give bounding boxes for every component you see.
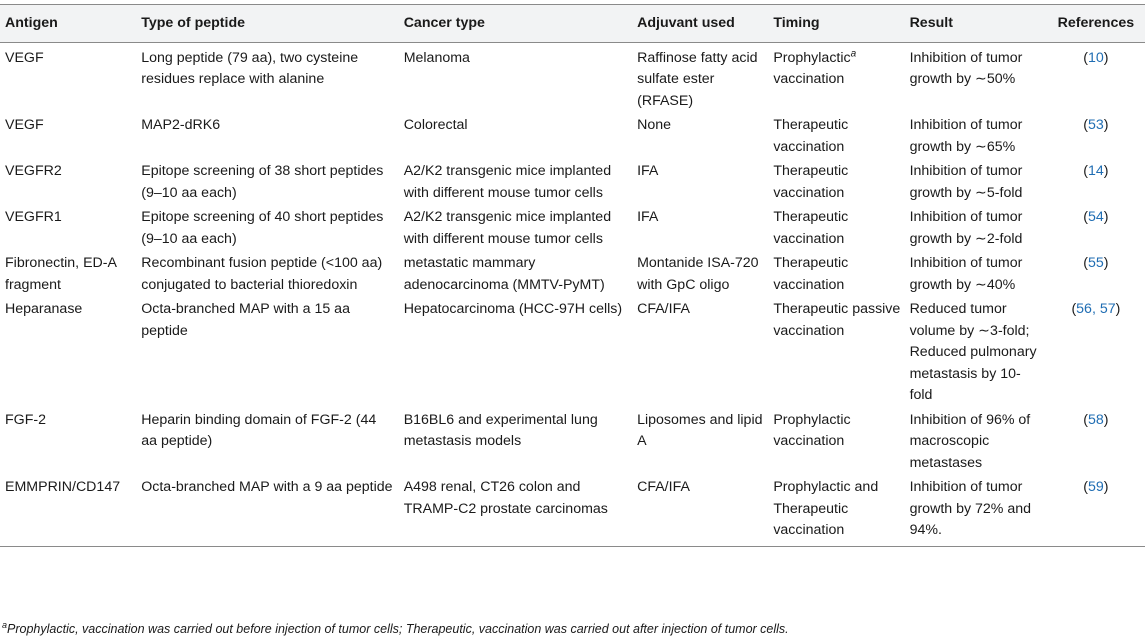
- cell-timing: Therapeutic vaccination: [773, 163, 849, 201]
- header-cancer-type: Cancer type: [400, 5, 633, 43]
- cell-reference: (56, 57): [1071, 301, 1121, 317]
- reference-link[interactable]: 10: [1088, 49, 1104, 66]
- table-row: [0, 253, 1145, 299]
- table-row: [0, 161, 1145, 207]
- cell-timing: Therapeutic vaccination: [773, 209, 849, 247]
- footnote-marker: a: [2, 619, 8, 630]
- table-row: [0, 477, 1145, 546]
- cell-cancer: A2/K2 transgenic mice implanted with different mouse tumor cells: [403, 163, 612, 201]
- cell-peptide: Epitope screening of 38 short peptides (9–10 aa each): [141, 163, 384, 201]
- cell-timing: Therapeutic vaccination: [773, 117, 849, 155]
- cell-result: Inhibition of tumor growth by ∼65%: [909, 117, 1023, 155]
- header-row: [0, 5, 1145, 43]
- cell-cancer: A2/K2 transgenic mice implanted with different mouse tumor cells: [403, 209, 612, 247]
- cell-reference: (54): [1083, 209, 1109, 225]
- cell-reference: (55): [1083, 255, 1109, 271]
- cell-timing: Prophylactic and Therapeutic vaccination: [769, 477, 905, 546]
- header-references: References: [1047, 5, 1145, 43]
- cell-antigen: VEGFR1: [5, 209, 62, 225]
- cell-peptide: MAP2-dRK6: [141, 117, 221, 133]
- cell-result: Inhibition of 96% of macroscopic metastases: [909, 411, 1031, 471]
- table-row: [0, 410, 1145, 478]
- table-footnote: [2, 619, 789, 636]
- cell-antigen: Fibronectin, ED-A fragment: [5, 255, 117, 293]
- cell-cancer: metastatic mammary adenocarcinoma (MMTV-PyMT): [403, 255, 605, 293]
- cell-antigen: EMMPRIN/CD147: [0, 477, 137, 546]
- cell-result: Reduced tumor volume by ∼3-fold; Reduced pulmonary metastasis by 10-fold: [909, 301, 1037, 403]
- cell-cancer: Hepatocarcinoma (HCC-97H cells): [403, 301, 623, 317]
- cell-adjuvant: IFA: [637, 209, 659, 225]
- cell-peptide: Recombinant fusion peptide (<100 aa) conjugated to bacterial thioredoxin: [141, 255, 383, 293]
- table-row: [0, 42, 1145, 115]
- cell-cancer: Colorectal: [403, 117, 468, 133]
- table-row: [0, 299, 1145, 410]
- reference-link[interactable]: 54: [1088, 209, 1104, 225]
- cell-reference: (10): [1083, 49, 1109, 66]
- cell-antigen: VEGF: [5, 49, 44, 66]
- cell-adjuvant: CFA/IFA: [637, 301, 690, 317]
- table-row: [0, 115, 1145, 161]
- cell-peptide: Epitope screening of 40 short peptides (9–10 aa each): [141, 209, 384, 247]
- header-adjuvant-used: Adjuvant used: [633, 5, 769, 43]
- cell-antigen: Heparanase: [5, 301, 83, 317]
- cell-peptide: Octa-branched MAP with a 9 aa peptide: [137, 477, 399, 546]
- header-timing: Timing: [769, 5, 905, 43]
- cell-adjuvant: Raffinose fatty acid sulfate ester (RFASE): [637, 49, 758, 109]
- header-result: Result: [906, 5, 1047, 43]
- cell-timing: Therapeutic passive vaccination: [773, 301, 901, 339]
- cell-adjuvant: Liposomes and lipid A: [637, 411, 763, 449]
- cell-reference: (59): [1047, 477, 1145, 546]
- cell-result: Inhibition of tumor growth by ∼2-fold: [909, 209, 1023, 247]
- cell-result: Inhibition of tumor growth by ∼40%: [909, 255, 1023, 293]
- cell-adjuvant: IFA: [637, 163, 659, 179]
- reference-link[interactable]: 56, 57: [1076, 301, 1116, 317]
- footnote-text: Prophylactic, vaccination was carried out before injection of tumor cells; Therapeutic, vaccination was carried out after injection of tumor cells.: [7, 622, 789, 636]
- cell-adjuvant: CFA/IFA: [633, 477, 769, 546]
- reference-link[interactable]: 58: [1088, 411, 1104, 428]
- timing-word: Prophylactic: [773, 49, 851, 66]
- cell-cancer: A498 renal, CT26 colon and TRAMP-C2 prostate carcinomas: [400, 477, 633, 546]
- footnote-marker[interactable]: a: [850, 47, 857, 59]
- table-row: [0, 207, 1145, 253]
- reference-link[interactable]: 59: [1088, 479, 1104, 495]
- reference-link[interactable]: 14: [1088, 163, 1104, 179]
- cell-reference: (58): [1083, 411, 1109, 428]
- header-antigen: Antigen: [0, 5, 137, 43]
- cell-timing: Prophylactic vaccination: [773, 411, 851, 449]
- cell-antigen: VEGF: [5, 117, 44, 133]
- cell-peptide: Heparin binding domain of FGF-2 (44 aa peptide): [141, 411, 377, 449]
- header-type-of-peptide: Type of peptide: [137, 5, 399, 43]
- cell-adjuvant: None: [637, 117, 672, 133]
- cell-peptide: Long peptide (79 aa), two cysteine residues replace with alanine: [141, 49, 359, 87]
- cell-result: Inhibition of tumor growth by 72% and 94%.: [906, 477, 1047, 546]
- timing-rest: vaccination: [773, 71, 845, 87]
- cell-antigen: FGF-2: [5, 411, 46, 428]
- cell-cancer: Melanoma: [403, 49, 470, 66]
- cell-timing: [769, 42, 905, 115]
- reference-link[interactable]: 53: [1088, 117, 1104, 133]
- reference-link[interactable]: 55: [1088, 255, 1104, 271]
- cell-adjuvant: Montanide ISA-720 with GpC oligo: [637, 255, 759, 293]
- cell-cancer: B16BL6 and experimental lung metastasis models: [403, 411, 598, 449]
- cell-antigen: VEGFR2: [5, 163, 62, 179]
- cell-reference: (14): [1083, 163, 1109, 179]
- cell-peptide: Octa-branched MAP with a 15 aa peptide: [141, 301, 350, 339]
- cell-result: Inhibition of tumor growth by ∼5-fold: [909, 163, 1023, 201]
- cell-result: Inhibition of tumor growth by ∼50%: [909, 49, 1023, 87]
- cell-reference: (53): [1083, 117, 1109, 133]
- antigen-vaccine-table: [0, 4, 1145, 547]
- cell-timing: Therapeutic vaccination: [773, 255, 849, 293]
